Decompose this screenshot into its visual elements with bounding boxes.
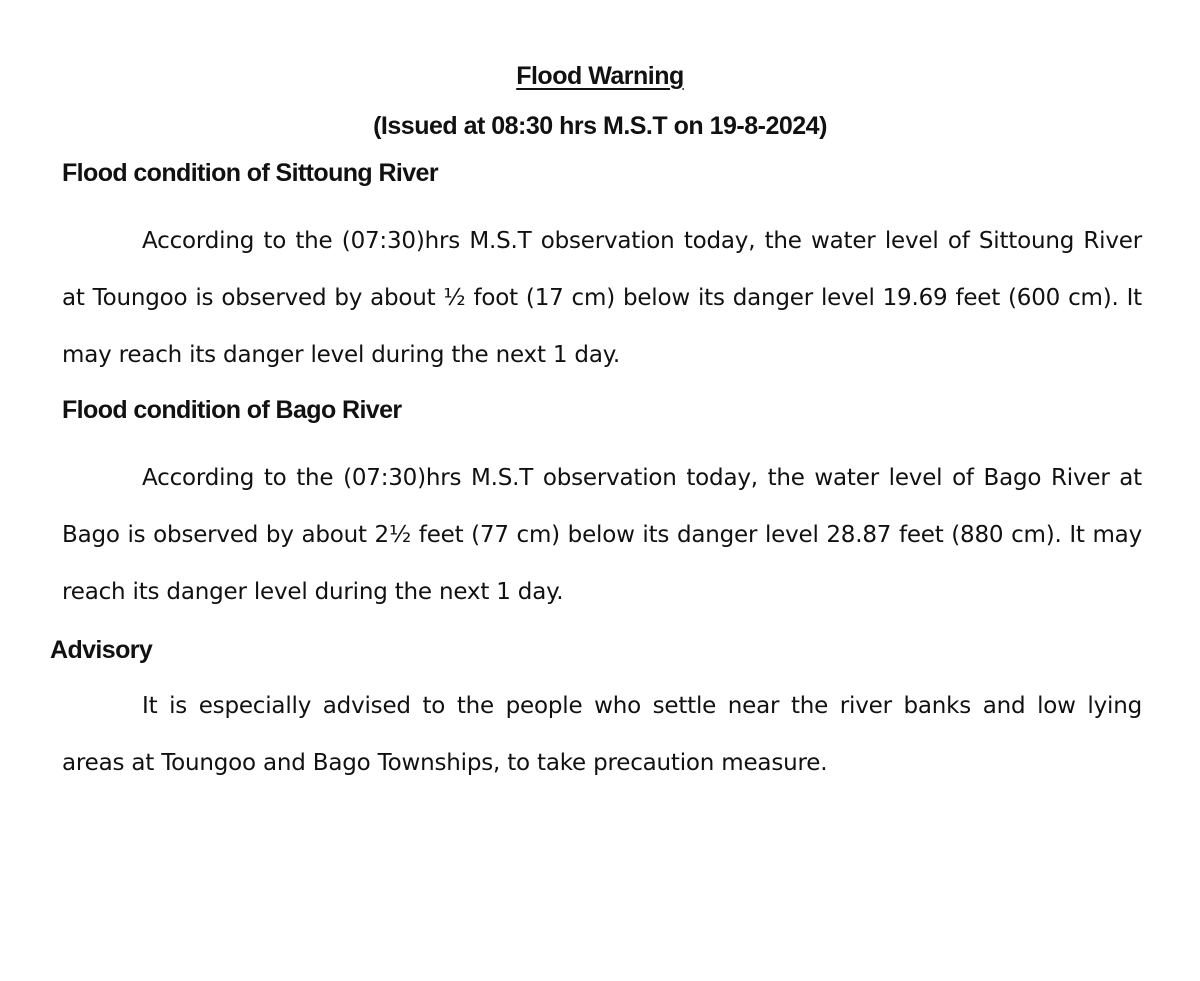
section-heading-bago: Flood condition of Bago River (62, 396, 402, 424)
section-body-sittoung: According to the (07:30)hrs M.S.T observation today, the water level of Sittoung River at Toungoo is observed by about ½ foot (17 cm) below its danger level 19.69 feet (600 cm). It may reach its danger level during the next 1 day. (62, 228, 1142, 368)
section-heading-sittoung: Flood condition of Sittoung River (62, 159, 438, 187)
document-title-text: Flood Warning (516, 62, 684, 90)
issued-timestamp: (Issued at 08:30 hrs M.S.T on 19-8-2024) (373, 112, 827, 140)
document-title (0, 58, 1200, 94)
section-heading-advisory: Advisory (50, 636, 153, 664)
section-body-bago: According to the (07:30)hrs M.S.T observation today, the water level of Bago River at Bago is observed by about 2½ feet (77 cm) below its danger level 28.87 feet (880 cm). It may reach its danger level during the next 1 day. (62, 465, 1142, 605)
section-body-advisory: It is especially advised to the people who settle near the river banks and low lying areas at Toungoo and Bago Townships, to take precaution measure. (62, 693, 1142, 776)
